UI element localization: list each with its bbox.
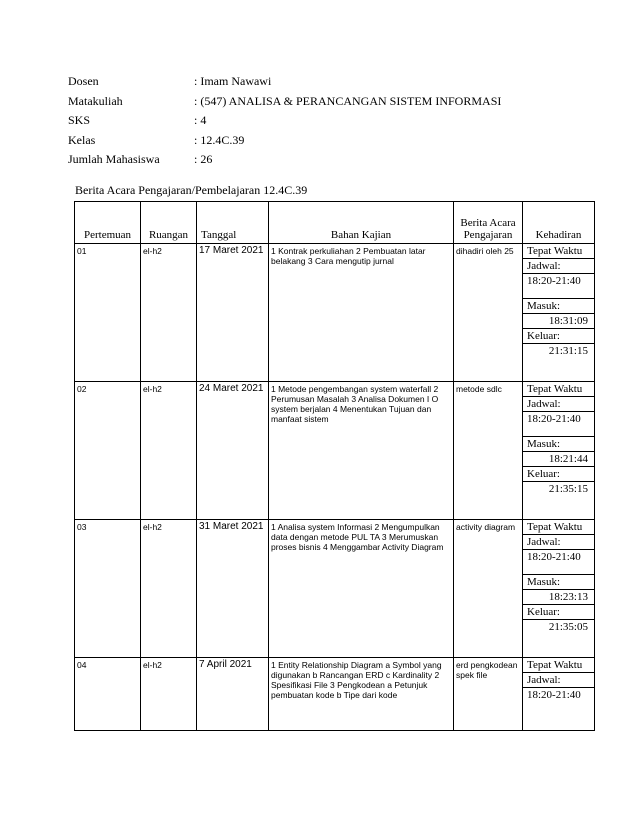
masuk-label: Masuk: [523,299,594,314]
jumlah-label: Jumlah Mahasiswa [68,152,160,167]
masuk-label: Masuk: [523,575,594,590]
cell-tanggal: 31 Maret 2021 [197,520,269,658]
status-badge: Tepat Waktu [523,382,594,397]
jadwal-value: 18:20-21:40 [523,550,594,575]
header-ruangan: Ruangan [141,202,197,244]
masuk-value: 18:21:44 [523,452,594,467]
cell-bahan-kajian: 1 Entity Relationship Diagram a Symbol yang digunakan b Rancangan ERD c Kardinality 2 Spesifikasi File 3 Pengkodean a Petunjuk pembuatan kode b Tipe dari kode [269,658,454,731]
jadwal-label: Jadwal: [523,259,594,274]
course-info [68,72,501,170]
table-caption: Berita Acara Pengajaran/Pembelajaran 12.4C.39 [75,183,308,197]
cell-bahan-kajian: 1 Kontrak perkuliahan 2 Pembuatan latar belakang 3 Cara mengutip jurnal [269,244,454,382]
jadwal-label: Jadwal: [523,535,594,550]
cell-kehadiran [523,382,595,520]
attendance-table [74,201,595,731]
masuk-value: 18:31:09 [523,314,594,329]
cell-bahan-kajian: 1 Metode pengembangan system waterfall 2 Perumusan Masalah 3 Analisa Dokumen I O system berjalan 4 Menentukan Tujuan dan manfaat sistem [269,382,454,520]
attendance-table-wrapper [74,201,594,731]
sks-label: SKS [68,113,91,128]
keluar-label: Keluar: [523,329,594,344]
cell-pertemuan: 01 [75,244,141,382]
jadwal-value: 18:20-21:40 [527,689,581,701]
table-row [75,382,595,520]
cell-ruangan: el-h2 [141,244,197,382]
dosen-value: : Imam Nawawi [194,74,272,89]
info-row-matakuliah [68,92,501,112]
masuk-label: Masuk: [523,437,594,452]
info-row-kelas [68,131,501,151]
keluar-value: 21:35:05 [548,621,588,633]
keluar-label: Keluar: [523,467,594,482]
info-row-sks [68,111,501,131]
header-bahan-kajian: Bahan Kajian [269,202,454,244]
table-row [75,658,595,731]
jadwal-label: Jadwal: [523,673,594,688]
info-row-jumlah [68,150,501,170]
kelas-label: Kelas [68,132,96,147]
cell-ruangan: el-h2 [141,382,197,520]
jadwal-value: 18:20-21:40 [523,412,594,437]
status-badge: Tepat Waktu [523,658,594,673]
info-row-dosen [68,72,501,92]
cell-tanggal: 17 Maret 2021 [197,244,269,382]
matakuliah-value: : (547) ANALISA & PERANCANGAN SISTEM INFORMASI [194,93,502,108]
table-header-row [75,202,595,244]
cell-pertemuan: 04 [75,658,141,731]
keluar-value: 21:31:15 [548,345,588,357]
cell-berita-acara: dihadiri oleh 25 [454,244,523,382]
masuk-value: 18:23:13 [523,590,594,605]
keluar-label: Keluar: [523,605,594,620]
cell-bahan-kajian: 1 Analisa system Informasi 2 Mengumpulkan data dengan metode PUL TA 3 Merumuskan proses bisnis 4 Menggambar Activity Diagram [269,520,454,658]
jumlah-value: : 26 [194,152,213,167]
cell-kehadiran [523,658,595,731]
cell-pertemuan: 02 [75,382,141,520]
cell-kehadiran [523,520,595,658]
table-row [75,244,595,382]
cell-berita-acara: activity diagram [454,520,523,658]
header-tanggal: Tanggal [197,202,269,244]
sks-value: : 4 [194,113,207,128]
kelas-value: : 12.4C.39 [194,132,245,147]
matakuliah-label: Matakuliah [68,93,123,108]
jadwal-label: Jadwal: [523,397,594,412]
status-badge: Tepat Waktu [523,520,594,535]
cell-ruangan: el-h2 [141,520,197,658]
table-row [75,520,595,658]
status-badge: Tepat Waktu [523,244,594,259]
header-berita-acara: Berita Acara Pengajaran [454,202,523,244]
keluar-value: 21:35:15 [548,483,588,495]
cell-berita-acara: metode sdlc [454,382,523,520]
cell-tanggal: 24 Maret 2021 [197,382,269,520]
cell-kehadiran [523,244,595,382]
jadwal-value: 18:20-21:40 [523,274,594,299]
cell-tanggal: 7 April 2021 [197,658,269,731]
dosen-label: Dosen [68,74,99,89]
cell-ruangan: el-h2 [141,658,197,731]
header-kehadiran: Kehadiran [523,202,595,244]
cell-berita-acara: erd pengkodean spek file [454,658,523,731]
cell-pertemuan: 03 [75,520,141,658]
header-pertemuan: Pertemuan [75,202,141,244]
